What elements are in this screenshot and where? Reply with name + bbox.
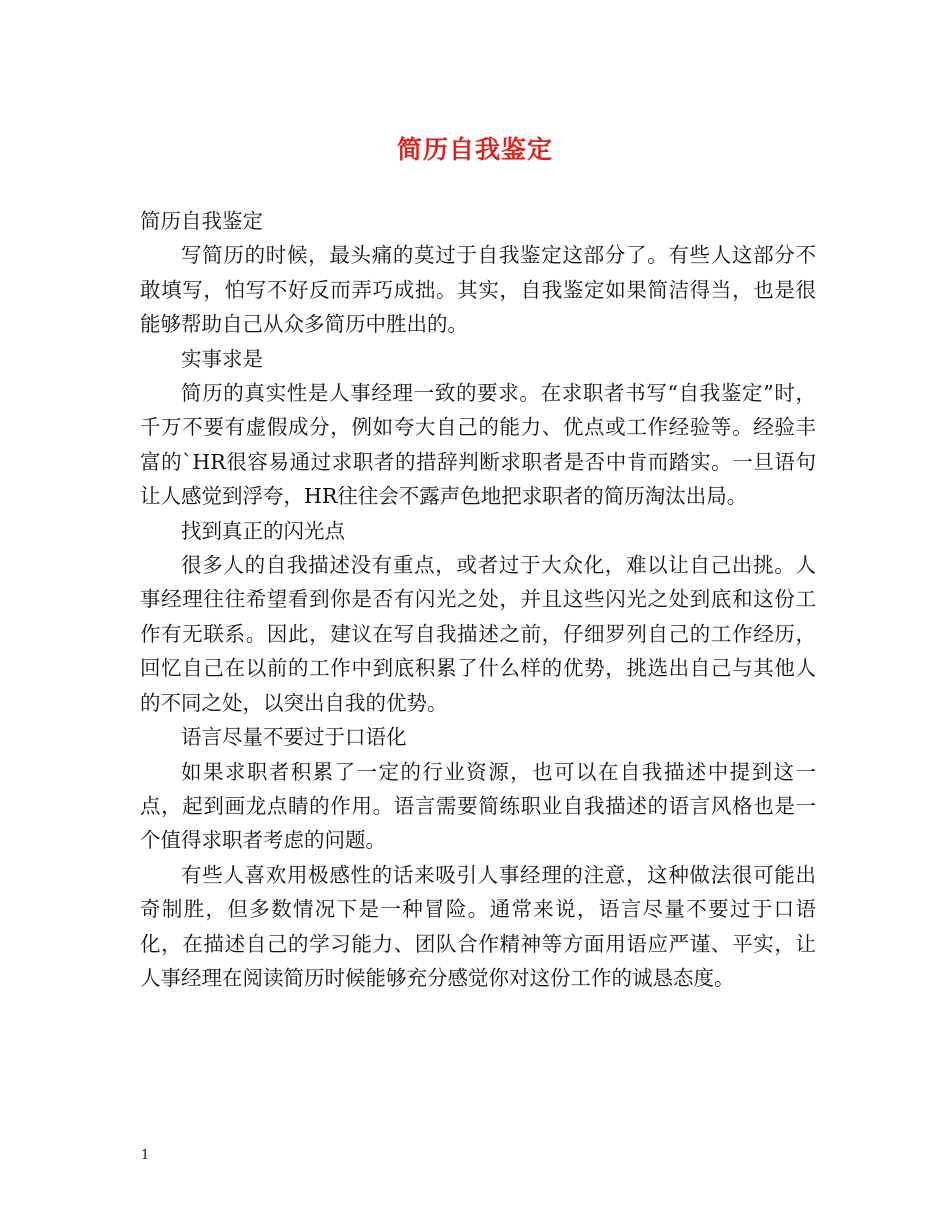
paragraph-truthful: 简历的真实性是人事经理一致的要求。在求职者书写“自我鉴定”时，千万不要有虚假成分，例如夸大自己的能力、优点或工作经验等。经验丰富的`HR很容易通过求职者的措辞判断求职者是否中肯而踏实。一旦语句让人感觉到浮夸，HR往往会不露声色地把求职者的简历淘汰出局。	[140, 381, 816, 509]
paragraph-intro: 写简历的时候，最头痛的莫过于自我鉴定这部分了。有些人这部分不敢填写，怕写不好反而弄巧成拙。其实，自我鉴定如果简洁得当，也是很能够帮助自己从众多简历中胜出的。	[140, 243, 816, 337]
document-body	[140, 204, 816, 995]
paragraph-subtitle: 简历自我鉴定	[140, 209, 263, 233]
section-heading-highlights: 找到真正的闪光点	[181, 518, 345, 543]
paragraph-highlights: 很多人的自我描述没有重点，或者过于大众化，难以让自己出挑。人事经理往往希望看到你是否有闪光之处，并且这些闪光之处到底和这份工作有无联系。因此，建议在写自我描述之前，仔细罗列自己的工作经历，回忆自己在以前的工作中到底积累了什么样的优势，挑选出自己与其他人的不同之处，以突出自我的优势。	[140, 553, 816, 715]
document-title: 简历自我鉴定	[396, 135, 553, 164]
page-number: 1	[141, 1148, 150, 1163]
paragraph-language-1: 如果求职者积累了一定的行业资源，也可以在自我描述中提到这一点，起到画龙点睛的作用。语言需要简练职业自我描述的语言风格也是一个值得求职者考虑的问题。	[140, 759, 816, 853]
section-heading-language: 语言尽量不要过于口语化	[181, 725, 407, 750]
section-heading-truthful: 实事求是	[181, 346, 263, 371]
paragraph-language-2: 有些人喜欢用极感性的话来吸引人事经理的注意，这种做法很可能出奇制胜，但多数情况下是一种冒险。通常来说，语言尽量不要过于口语化，在描述自己的学习能力、团队合作精神等方面用语应严谨、平实，让人事经理在阅读简历时候能够充分感觉你对这份工作的诚恳态度。	[140, 862, 816, 990]
